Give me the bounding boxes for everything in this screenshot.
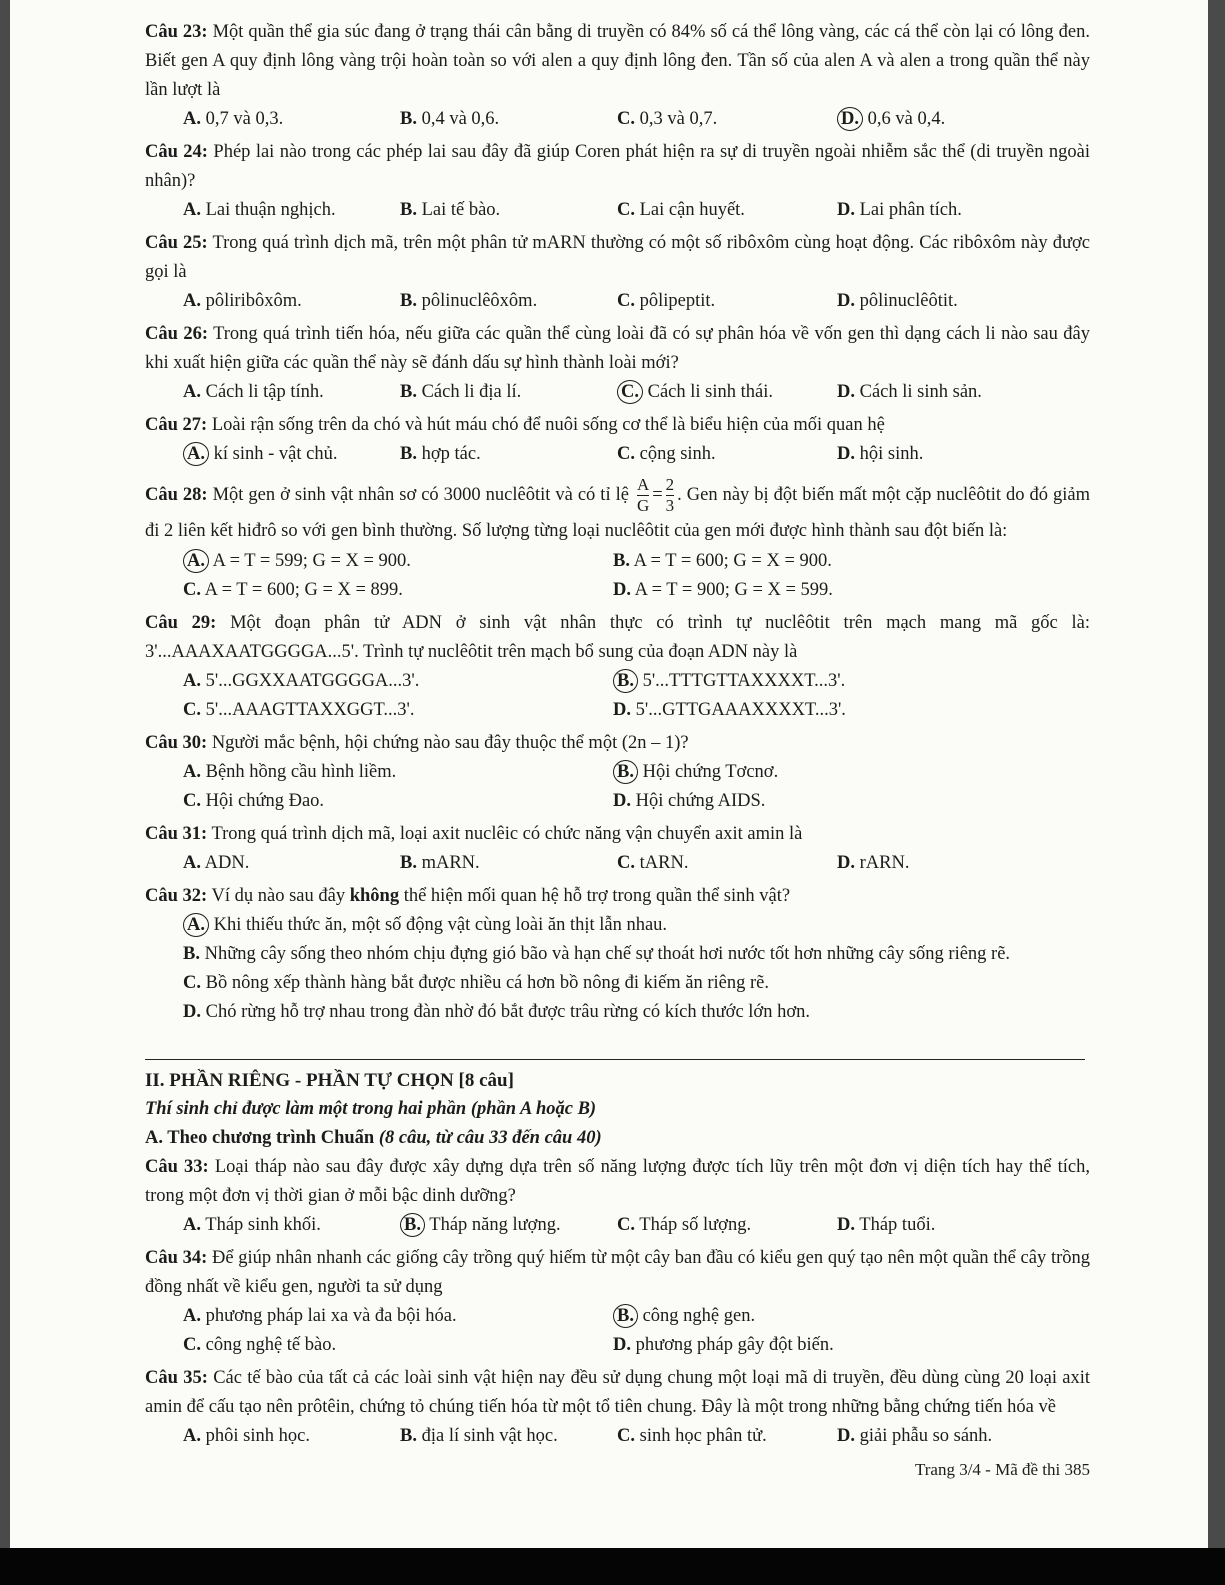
- question-29: Câu 29: Một đoạn phân tử ADN ở sinh vật nhân thực có trình tự nuclêôtit trên mạch mang mã gốc là: 3'...AAAXAATGGGGA...5'. Trình tự nuclêôtit trên mạch bổ sung của đoạn ADN này là: [145, 613, 1091, 662]
- option-32-c[interactable]: C. Bồ nông xếp thành hàng bắt được nhiều cá hơn bồ nông đi kiếm ăn riêng rẽ.: [183, 973, 770, 993]
- option-33-c[interactable]: C. Tháp số lượng.: [617, 1215, 752, 1235]
- option-32-d[interactable]: D. Chó rừng hỗ trợ nhau trong đàn nhờ đó bắt được trâu rừng có kích thước lớn hơn.: [183, 1002, 810, 1022]
- section-subtitle: A. Theo chương trình Chuẩn (8 câu, từ câu 33 đến câu 40): [145, 1128, 602, 1148]
- option-25-a[interactable]: A. pôliribôxôm.: [183, 291, 302, 311]
- option-33-a[interactable]: A. Tháp sinh khối.: [183, 1215, 321, 1235]
- option-33-b[interactable]: B. Tháp năng lượng.: [400, 1211, 617, 1240]
- section-title: II. PHẦN RIÊNG - PHẦN TỰ CHỌN [8 câu]: [145, 1070, 514, 1091]
- page-content: [145, 18, 1090, 1484]
- option-34-b[interactable]: B. công nghệ gen.: [613, 1302, 1043, 1331]
- option-25-c[interactable]: C. pôlipeptit.: [617, 291, 716, 311]
- question-24: Câu 24: Phép lai nào trong các phép lai sau đây đã giúp Coren phát hiện ra sự di truyền ngoài nhiễm sắc thể (di truyền ngoài nhân)?: [145, 142, 1091, 191]
- option-34-a[interactable]: A. phương pháp lai xa và đa bội hóa.: [183, 1306, 457, 1326]
- options-29: [145, 667, 1090, 725]
- option-23-b[interactable]: B. 0,4 và 0,6.: [400, 109, 500, 129]
- option-28-b[interactable]: B. A = T = 600; G = X = 900.: [613, 551, 832, 571]
- option-24-b[interactable]: B. Lai tế bào.: [400, 200, 501, 220]
- options-25: [145, 287, 1090, 316]
- question-32: Câu 32: Ví dụ nào sau đây không thể hiện mối quan hệ hỗ trợ trong quần thể sinh vật?: [145, 886, 791, 906]
- options-30: [145, 758, 1090, 816]
- option-29-b[interactable]: B. 5'...TTTGTTAXXXXT...3'.: [613, 667, 1043, 696]
- circled-answer: C.: [617, 380, 643, 404]
- option-24-c[interactable]: C. Lai cận huyết.: [617, 200, 745, 220]
- question-26: Câu 26: Trong quá trình tiến hóa, nếu giữa các quần thể cùng loài đã có sự phân hóa về vốn gen thì dạng cách li nào sau đây khi xuất hiện giữa các quần thể này sẽ đánh dấu sự hình thành loài mới?: [145, 324, 1090, 373]
- option-35-d[interactable]: D. giải phẫu so sánh.: [837, 1426, 993, 1446]
- options-32: [145, 911, 1090, 1027]
- exam-page: [10, 0, 1208, 1548]
- option-26-a[interactable]: A. Cách li tập tính.: [183, 382, 324, 402]
- option-31-d[interactable]: D. rARN.: [837, 853, 910, 873]
- circled-answer: B.: [400, 1213, 425, 1237]
- option-29-d[interactable]: D. 5'...GTTGAAAXXXXT...3'.: [613, 700, 846, 720]
- options-26: [145, 378, 1090, 407]
- option-28-d[interactable]: D. A = T = 900; G = X = 599.: [613, 580, 833, 600]
- option-33-d[interactable]: D. Tháp tuổi.: [837, 1215, 936, 1235]
- option-26-c[interactable]: C. Cách li sinh thái.: [617, 378, 837, 407]
- options-34: [145, 1302, 1090, 1360]
- option-29-c[interactable]: C. 5'...AAAGTTAXXGGT...3'.: [183, 700, 415, 720]
- circled-answer: D.: [837, 107, 863, 131]
- option-30-d[interactable]: D. Hội chứng AIDS.: [613, 791, 766, 811]
- option-35-b[interactable]: B. địa lí sinh vật học.: [400, 1426, 558, 1446]
- options-27: [145, 440, 1090, 469]
- option-32-a[interactable]: A. Khi thiếu thức ăn, một số động vật cùng loài ăn thịt lẫn nhau.: [183, 911, 1090, 940]
- circled-answer: A.: [183, 549, 209, 573]
- option-32-b[interactable]: B. Những cây sống theo nhóm chịu đựng gió bão và hạn chế sự thoát hơi nước tốt hơn những cây sống riêng rẽ.: [183, 944, 1011, 964]
- section-divider: [145, 1059, 1085, 1060]
- option-26-d[interactable]: D. Cách li sinh sản.: [837, 382, 982, 402]
- question-30: Câu 30: Người mắc bệnh, hội chứng nào sau đây thuộc thể một (2n – 1)?: [145, 733, 689, 753]
- question-31: Câu 31: Trong quá trình dịch mã, loại axit nuclêic có chức năng vận chuyển axit amin là: [145, 824, 803, 844]
- option-30-b[interactable]: B. Hội chứng Tơcnơ.: [613, 758, 1043, 787]
- section-note: Thí sinh chỉ được làm một trong hai phần (phần A hoặc B): [145, 1099, 597, 1119]
- option-35-a[interactable]: A. phôi sinh học.: [183, 1426, 310, 1446]
- circled-answer: A.: [183, 913, 209, 937]
- options-33: [145, 1211, 1090, 1240]
- option-34-d[interactable]: D. phương pháp gây đột biến.: [613, 1335, 834, 1355]
- circled-answer: B.: [613, 760, 638, 784]
- fraction-a-over-g: $\frac{A}{G}$: [636, 475, 650, 515]
- option-25-d[interactable]: D. pôlinuclêôtit.: [837, 291, 958, 311]
- option-28-a[interactable]: A. A = T = 599; G = X = 900.: [183, 547, 613, 576]
- options-35: [145, 1422, 1090, 1451]
- option-27-b[interactable]: B. hợp tác.: [400, 444, 481, 464]
- options-28: [145, 547, 1090, 605]
- option-28-c[interactable]: C. A = T = 600; G = X = 899.: [183, 580, 403, 600]
- option-30-a[interactable]: A. Bệnh hồng cầu hình liềm.: [183, 762, 397, 782]
- question-35: Câu 35: Các tế bào của tất cả các loài sinh vật hiện nay đều sử dụng chung một loại mã di truyền, đều dùng cùng 20 loại axit amin để cấu tạo nên prôtêin, chứng tỏ chúng tiến hóa từ một tổ tiên chung. Đây là một trong những bằng chứng tiến hóa về: [145, 1368, 1091, 1417]
- question-27: Câu 27: Loài rận sống trên da chó và hút máu chó để nuôi sống cơ thể là biểu hiện của mối quan hệ: [145, 415, 885, 435]
- option-24-a[interactable]: A. Lai thuận nghịch.: [183, 200, 336, 220]
- option-23-d[interactable]: D. 0,6 và 0,4.: [837, 105, 1054, 134]
- option-35-c[interactable]: C. sinh học phân tử.: [617, 1426, 767, 1446]
- question-28: Câu 28: Một gen ở sinh vật nhân sơ có 3000 nuclêôtit và có tỉ lệ $\frac{A}{G}$ = $\frac{2}{3}$ . Gen này bị đột biến mất một cặp nuclêôtit do đó giảm đi 2 liên kết hiđrô so với gen bình thường. Số lượng từng loại nuclêôtit của gen mới được hình thành sau đột biến là:: [145, 475, 1091, 541]
- question-23: Câu 23: Một quần thể gia súc đang ở trạng thái cân bằng di truyền có 84% số cá thể lông vàng, các cá thể còn lại có lông đen. Biết gen A quy định lông vàng trội hoàn toàn so với alen a quy định lông đen. Tần số của alen A và alen a trong quần thể này lần lượt là: [145, 22, 1091, 100]
- option-23-c[interactable]: C. 0,3 và 0,7.: [617, 109, 718, 129]
- fraction-two-thirds: $\frac{2}{3}$: [665, 475, 675, 515]
- option-26-b[interactable]: B. Cách li địa lí.: [400, 382, 522, 402]
- option-27-c[interactable]: C. cộng sinh.: [617, 444, 716, 464]
- circled-answer: B.: [613, 1304, 638, 1328]
- option-30-c[interactable]: C. Hội chứng Đao.: [183, 791, 325, 811]
- question-33: Câu 33: Loại tháp nào sau đây được xây dựng dựa trên số năng lượng được tích lũy trên một đơn vị diện tích hay thể tích, trong một đơn vị thời gian ở mỗi bậc dinh dưỡng?: [145, 1157, 1091, 1206]
- bottom-black-strip: [0, 1548, 1225, 1585]
- option-23-a[interactable]: A. 0,7 và 0,3.: [183, 109, 284, 129]
- options-23: [145, 105, 1090, 134]
- circled-answer: A.: [183, 442, 209, 466]
- question-34: Câu 34: Để giúp nhân nhanh các giống cây trồng quý hiếm từ một cây ban đầu có kiểu gen quý tạo nên một quần thể cây trồng đồng nhất về kiểu gen, người ta sử dụng: [145, 1248, 1090, 1297]
- option-29-a[interactable]: A. 5'...GGXXAATGGGGA...3'.: [183, 671, 420, 691]
- circled-answer: B.: [613, 669, 638, 693]
- option-31-b[interactable]: B. mARN.: [400, 853, 480, 873]
- option-34-c[interactable]: C. công nghệ tế bào.: [183, 1335, 337, 1355]
- option-31-a[interactable]: A. ADN.: [183, 853, 250, 873]
- option-27-d[interactable]: D. hội sinh.: [837, 444, 924, 464]
- option-31-c[interactable]: C. tARN.: [617, 853, 689, 873]
- option-24-d[interactable]: D. Lai phân tích.: [837, 200, 962, 220]
- option-27-a[interactable]: A. kí sinh - vật chủ.: [183, 440, 400, 469]
- question-25: Câu 25: Trong quá trình dịch mã, trên một phân tử mARN thường có một số ribôxôm cùng hoạt động. Các ribôxôm này được gọi là: [145, 233, 1090, 282]
- option-25-b[interactable]: B. pôlinuclêôxôm.: [400, 291, 538, 311]
- page-footer: Trang 3/4 - Mã đề thi 385: [914, 1460, 1090, 1479]
- options-31: [145, 849, 1090, 878]
- options-24: [145, 196, 1090, 225]
